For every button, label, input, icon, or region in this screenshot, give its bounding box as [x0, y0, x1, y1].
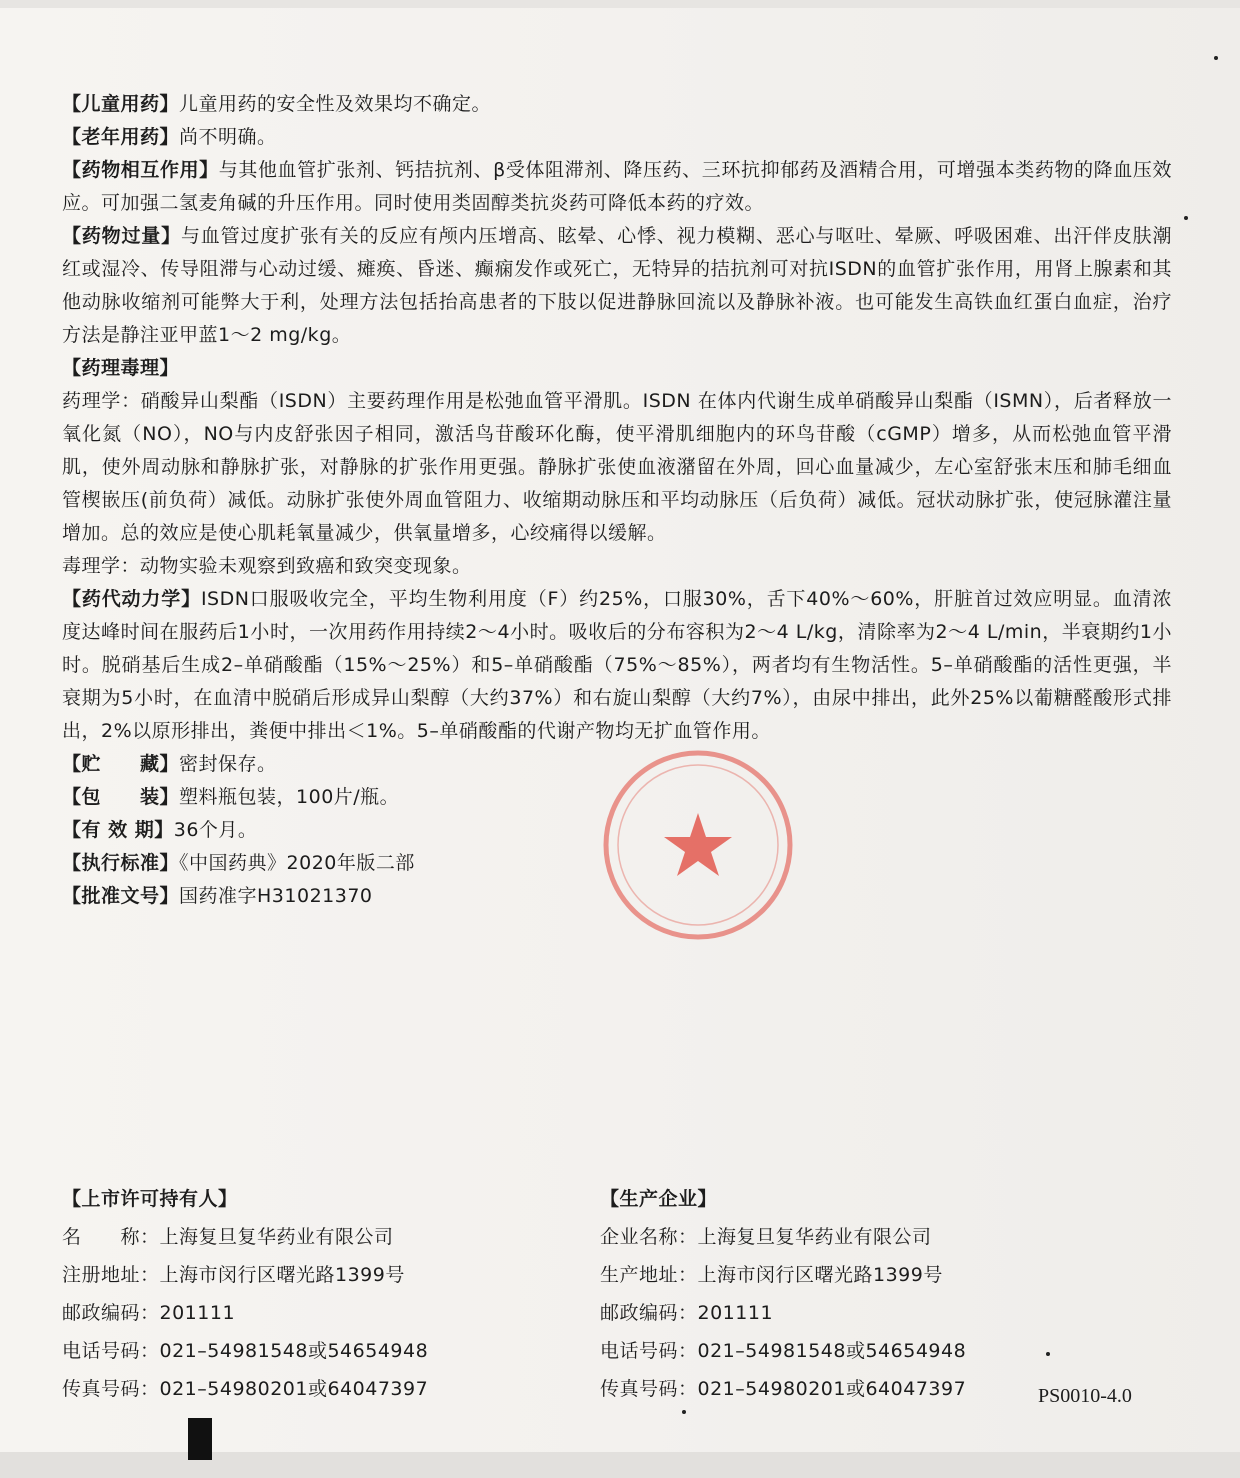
section-label: 【老年用药】	[62, 126, 180, 148]
section-text: 儿童用药的安全性及效果均不确定。	[179, 93, 492, 115]
section-text: 与血管过度扩张有关的反应有颅内压增高、眩晕、心悸、视力模糊、恶心与呕吐、晕厥、呼吸困难、出汗伴皮肤潮红或湿冷、传导阻滞与心动过缓、瘫痪、昏迷、癫痫发作或死亡，无特异的拮抗剂可对抗ISDN的血管扩张作用，用肾上腺素和其他动脉收缩剂可能弊大于利，处理方法包括抬高患者的下肢以促进静脉回流以及静脉补液。也可能发生高铁血红蛋白血症，治疗方法是静注亚甲蓝1～2 mg/kg。	[62, 225, 1172, 346]
toxicology-text: 毒理学：动物实验未观察到致癌和致突变现象。	[62, 555, 472, 577]
holder-column	[62, 1180, 582, 1408]
section-label: 【药代动力学】	[62, 588, 201, 610]
manufacturer-column	[600, 1180, 1160, 1408]
section-text: 与其他血管扩张剂、钙拮抗剂、β受体阻滞剂、降压药、三环抗抑郁药及酒精合用，可增强本类药物的降血压效应。可加强二氢麦角碱的升压作用。同时使用类固醇类抗炎药可降低本药的疗效。	[62, 159, 1172, 214]
holder-title: 【上市许可持有人】	[62, 1188, 238, 1210]
section-text: 密封保存。	[179, 753, 277, 775]
manufacturer-address: 生产地址：上海市闵行区曙光路1399号	[600, 1264, 943, 1286]
black-registration-mark	[188, 1418, 212, 1460]
section-pk	[62, 583, 1172, 748]
manufacturer-postcode: 邮政编码：201111	[600, 1302, 774, 1324]
section-label: 【有 效 期】	[62, 819, 174, 841]
section-pharm-title: 【药理毒理】	[62, 357, 180, 379]
manufacturer-name: 企业名称：上海复旦复华药业有限公司	[600, 1226, 932, 1248]
section-text: 国药准字H31021370	[179, 885, 373, 907]
top-edge	[0, 0, 1240, 8]
section-interaction	[62, 154, 1172, 220]
section-label: 【贮 藏】	[62, 753, 180, 775]
company-seal-icon	[598, 745, 798, 945]
manufacturer-phone: 电话号码：021–54981548或54654948	[600, 1340, 967, 1362]
section-label: 【药物过量】	[62, 225, 181, 247]
section-label: 【儿童用药】	[62, 93, 180, 115]
manufacturer-fax: 传真号码：021–54980201或64047397	[600, 1378, 967, 1400]
pharmacology-text: 药理学：硝酸异山梨酯（ISDN）主要药理作用是松弛血管平滑肌。ISDN 在体内代谢生成单硝酸异山梨酯（ISMN），后者释放一氧化氮（NO），NO与内皮舒张因子相同，激活鸟苷酸环化酶，使平滑肌细胞内的环鸟苷酸（cGMP）增多，从而松弛血管平滑肌，使外周动脉和静脉扩张，对静脉的扩张作用更强。静脉扩张使血液潴留在外周，回心血量减少，左心室舒张末压和肺毛细血管楔嵌压(前负荷）减低。动脉扩张使外周血管阻力、收缩期动脉压和平均动脉压（后负荷）减低。冠状动脉扩张，使冠脉灌注量增加。总的效应是使心肌耗氧量减少，供氧量增多，心绞痛得以缓解。	[62, 390, 1172, 544]
section-label: 【包 装】	[62, 786, 180, 808]
section-elderly	[62, 121, 1172, 154]
speck	[1184, 216, 1188, 220]
bottom-edge	[0, 1452, 1240, 1478]
section-label: 【执行标准】	[62, 852, 180, 874]
section-label: 【药物相互作用】	[62, 159, 219, 181]
section-text: 尚不明确。	[179, 126, 277, 148]
speck	[682, 1410, 686, 1414]
holder-address: 注册地址：上海市闵行区曙光路1399号	[62, 1264, 405, 1286]
document-code: PS0010-4.0	[1038, 1385, 1132, 1407]
section-children	[62, 88, 1172, 121]
section-text: 塑料瓶包装，100片/瓶。	[179, 786, 400, 808]
section-overdose	[62, 220, 1172, 352]
section-text: 《中国药典》2020年版二部	[179, 852, 415, 874]
holder-postcode: 邮政编码：201111	[62, 1302, 236, 1324]
section-text: 36个月。	[173, 819, 258, 841]
manufacturer-title: 【生产企业】	[600, 1188, 718, 1210]
section-label: 【批准文号】	[62, 885, 180, 907]
speck	[1214, 56, 1218, 60]
holder-name: 名 称：上海复旦复华药业有限公司	[62, 1226, 394, 1248]
holder-fax: 传真号码：021–54980201或64047397	[62, 1378, 429, 1400]
holder-phone: 电话号码：021–54981548或54654948	[62, 1340, 429, 1362]
section-text: ISDN口服吸收完全，平均生物利用度（F）约25%，口服30%，舌下40%～60%，肝脏首过效应明显。血清浓度达峰时间在服药后1小时，一次用药作用持续2～4小时。吸收后的分布容积为2～4 L/kg，清除率为2～4 L/min，半衰期约1小时。脱硝基后生成2–单硝酸酯（15%～25%）和5–单硝酸酯（75%～85%），两者均有生物活性。5–单硝酸酯的活性更强，半衰期为5小时，在血清中脱硝后形成异山梨醇（大约37%）和右旋山梨醇（大约7%），由尿中排出，此外25%以葡糖醛酸形式排出，2%以原形排出，粪便中排出＜1%。5–单硝酸酯的代谢产物均无扩血管作用。	[62, 588, 1172, 742]
